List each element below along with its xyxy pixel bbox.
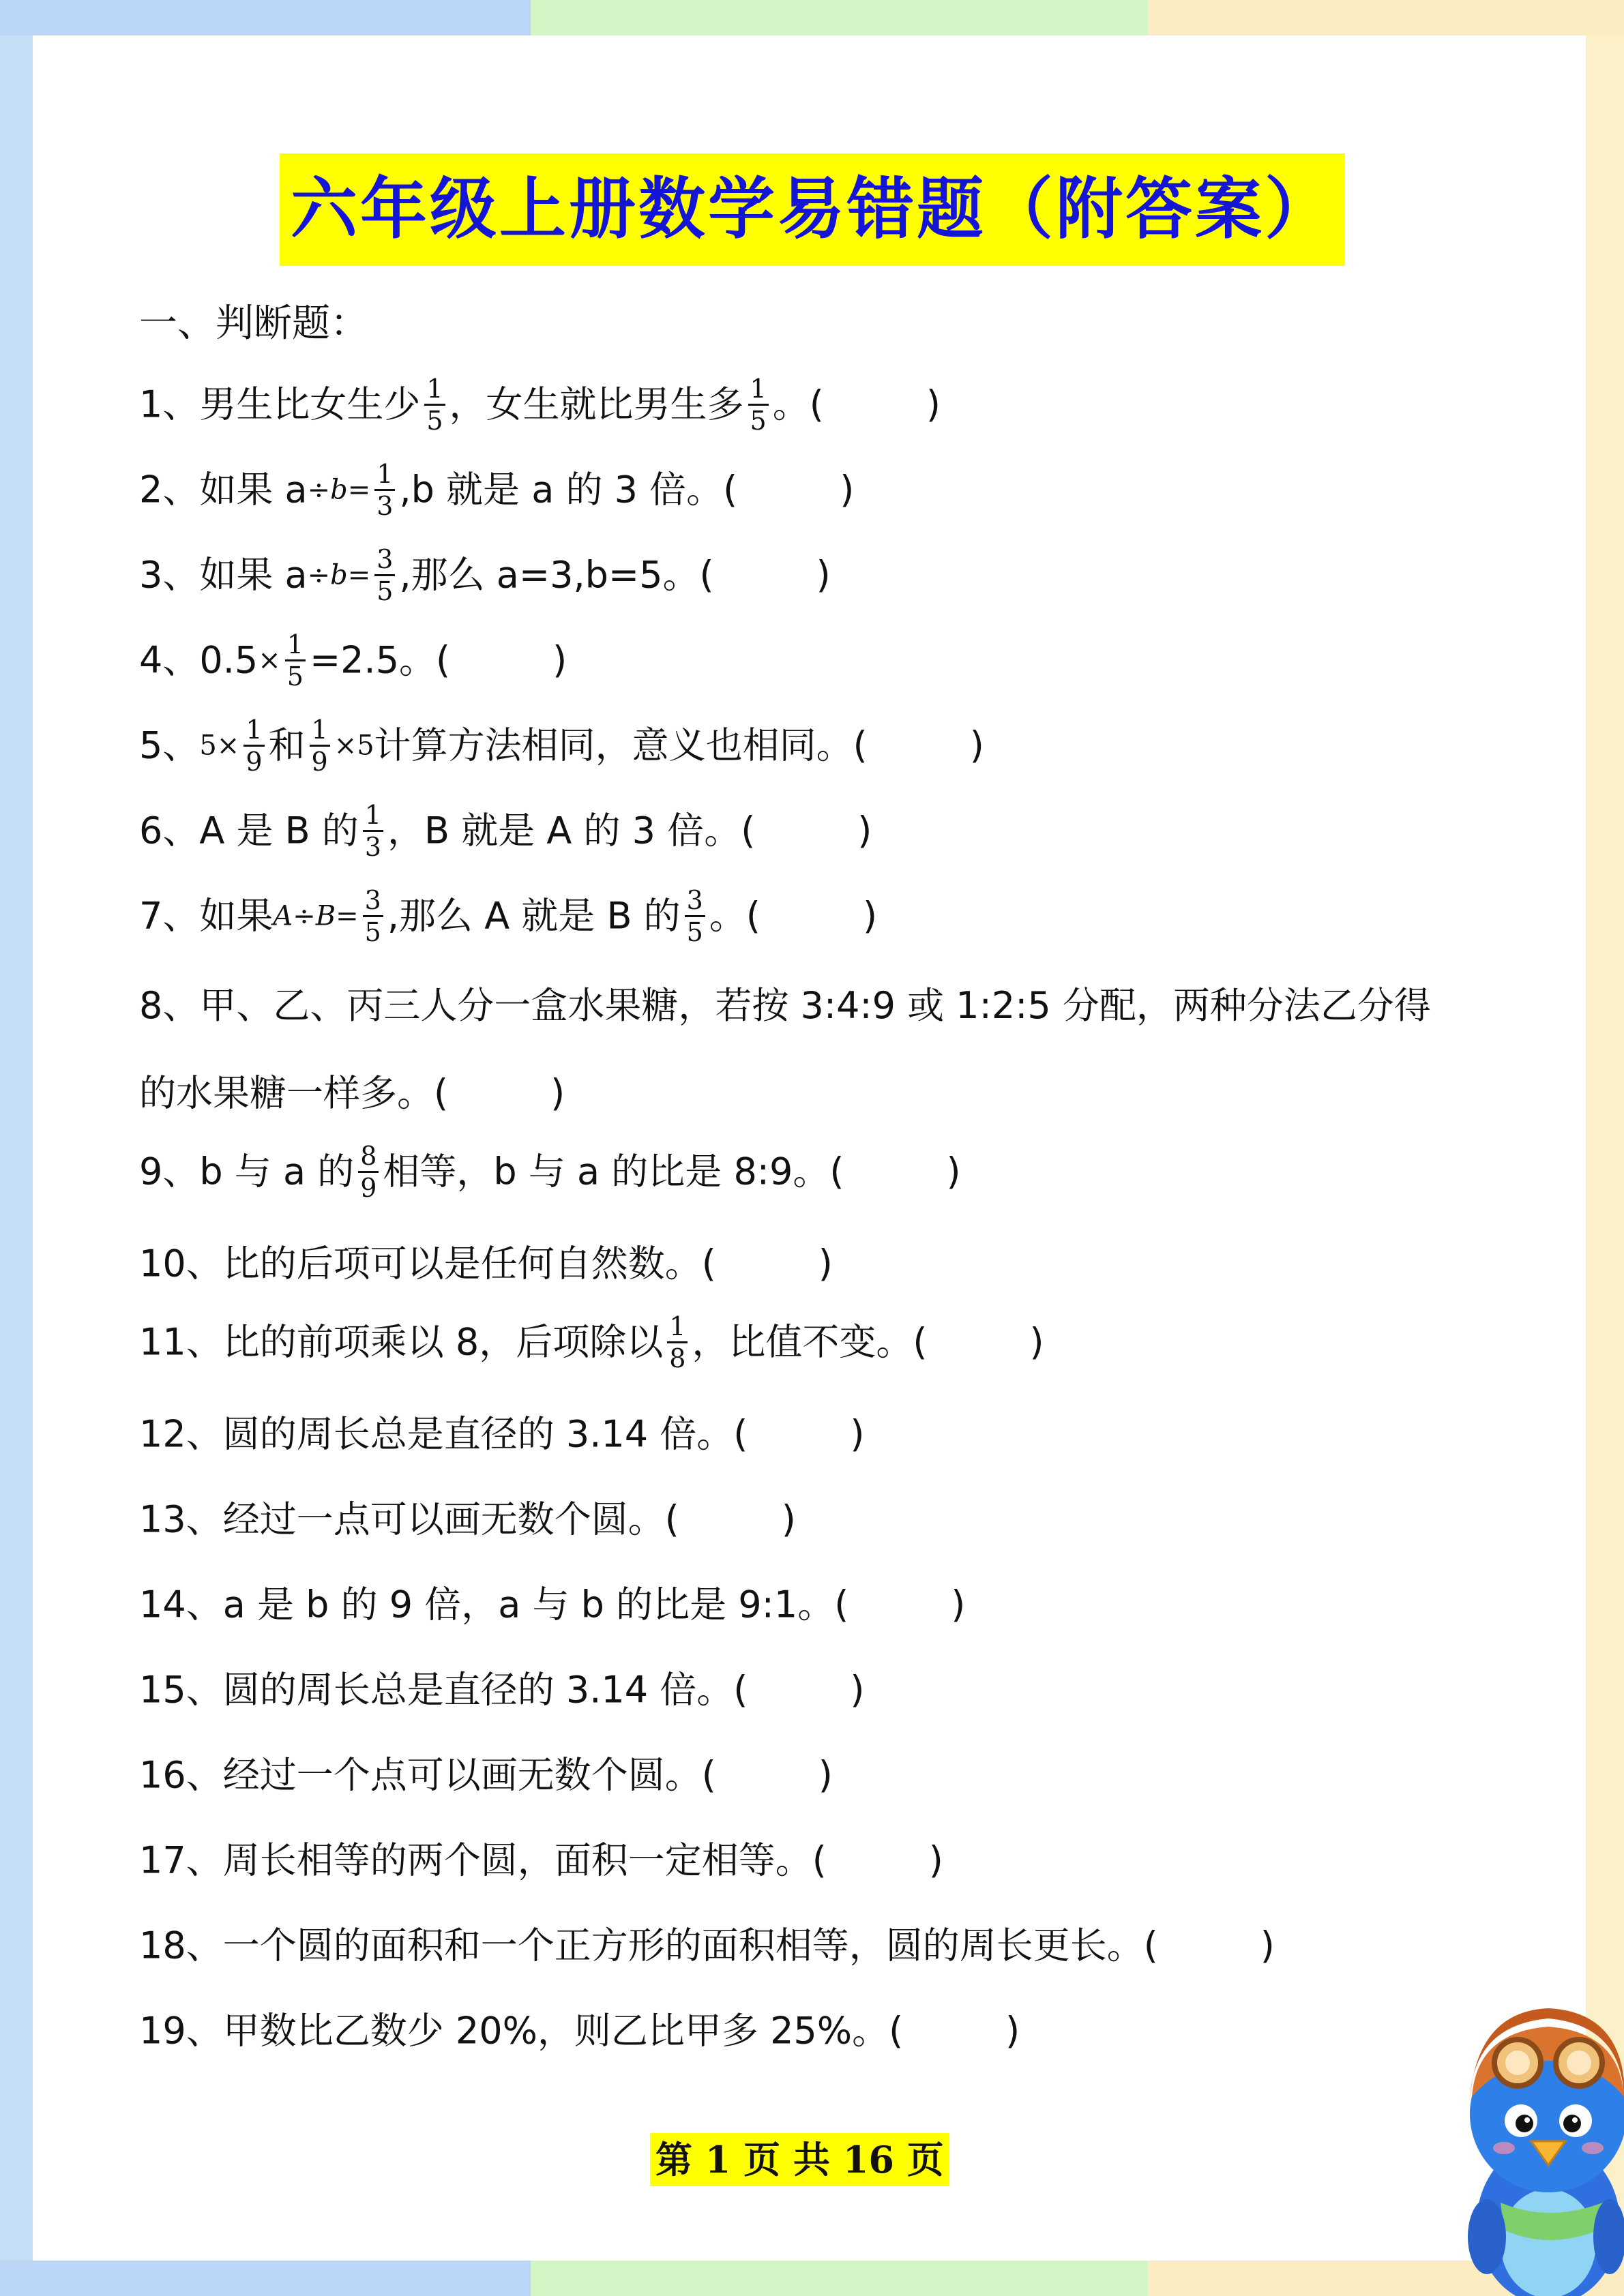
border-left-top <box>0 35 33 1113</box>
fraction: $\frac{1}{9}$ <box>243 715 264 777</box>
question-8-line-1: 8、甲、乙、丙三人分一盒水果糖，若按 3:4:9 或 1:2:5 分配，两种分法乙分得 <box>139 984 1431 1027</box>
fraction: $\frac{1}{3}$ <box>363 800 383 862</box>
border-top-green <box>531 0 1148 35</box>
page-footer: 第 1 页 共 16 页 <box>650 2133 949 2186</box>
fraction: $\frac{1}{3}$ <box>374 459 395 521</box>
border-top-blue <box>0 0 531 35</box>
border-bottom-green <box>531 2261 1148 2296</box>
fraction: $\frac{3}{5}$ <box>685 885 705 947</box>
page-title: 六年级上册数学易错题（附答案） <box>280 153 1345 266</box>
question-8-line-2: 的水果糖一样多。( ) <box>139 1071 565 1115</box>
question-15: 15、圆的周长总是直径的 3.14 倍。( ) <box>139 1668 865 1712</box>
border-bottom-blue <box>0 2261 531 2296</box>
fraction: $\frac{1}{5}$ <box>748 374 769 436</box>
question-10: 10、比的后项可以是任何自然数。( ) <box>139 1242 833 1285</box>
question-2: 2、如果 a÷b= $\frac{1}{3}$ ,b 就是 a 的 3 倍。( ) <box>139 458 855 521</box>
question-13: 13、经过一点可以画无数个圆。( ) <box>139 1497 796 1541</box>
question-17: 17、周长相等的两个圆，面积一定相等。( ) <box>139 1838 943 1882</box>
fraction: $\frac{1}{8}$ <box>667 1311 688 1373</box>
fraction: $\frac{1}{5}$ <box>285 629 306 691</box>
question-19: 19、甲数比乙数少 20%，则乙比甲多 25%。( ) <box>139 2009 1020 2053</box>
question-16: 16、经过一个点可以画无数个圆。( ) <box>139 1753 833 1797</box>
question-6: 6、A 是 B 的 $\frac{1}{3}$ ，B 就是 A 的 3 倍。( ) <box>139 799 872 862</box>
fraction: $\frac{1}{5}$ <box>424 374 445 436</box>
border-top-yellow <box>1148 0 1624 35</box>
fraction: $\frac{3}{5}$ <box>374 544 395 606</box>
fraction: $\frac{3}{5}$ <box>363 885 383 947</box>
question-3: 3、如果 a÷b= $\frac{3}{5}$ ,那么 a=3,b=5。( ) <box>139 543 831 606</box>
question-11: 11、比的前项乘以 8，后项除以 $\frac{1}{8}$ ，比值不变。( ) <box>139 1311 1044 1373</box>
question-7: 7、如果A÷B= $\frac{3}{5}$ ,那么 A 就是 B 的 $\frac{3}{5}$ 。( ) <box>139 884 878 947</box>
section-heading: 一、判断题： <box>139 301 368 346</box>
question-5: 5、5× $\frac{1}{9}$ 和 $\frac{1}{9}$ ×5计算方法相同，意义也相同。( ) <box>139 714 984 777</box>
question-1: 1、男生比女生少 $\frac{1}{5}$ ，女生就比男生多 $\frac{1}{5}$ 。( ) <box>139 373 941 436</box>
question-14: 14、a 是 b 的 9 倍，a 与 b 的比是 9:1。( ) <box>139 1583 966 1626</box>
question-12: 12、圆的周长总是直径的 3.14 倍。( ) <box>139 1412 865 1456</box>
question-18: 18、一个圆的面积和一个正方形的面积相等，圆的周长更长。( ) <box>139 1924 1275 1967</box>
fraction: $\frac{1}{9}$ <box>310 715 330 777</box>
border-left-bottom <box>0 1113 33 2261</box>
fraction: $\frac{8}{9}$ <box>358 1141 379 1203</box>
bird-mascot-icon <box>1446 1998 1624 2296</box>
border-right-top <box>1586 35 1624 1127</box>
question-9: 9、b 与 a 的 $\frac{8}{9}$ 相等，b 与 a 的比是 8:9。( ) <box>139 1140 961 1203</box>
question-4: 4、0.5× $\frac{1}{5}$ =2.5。( ) <box>139 629 567 691</box>
